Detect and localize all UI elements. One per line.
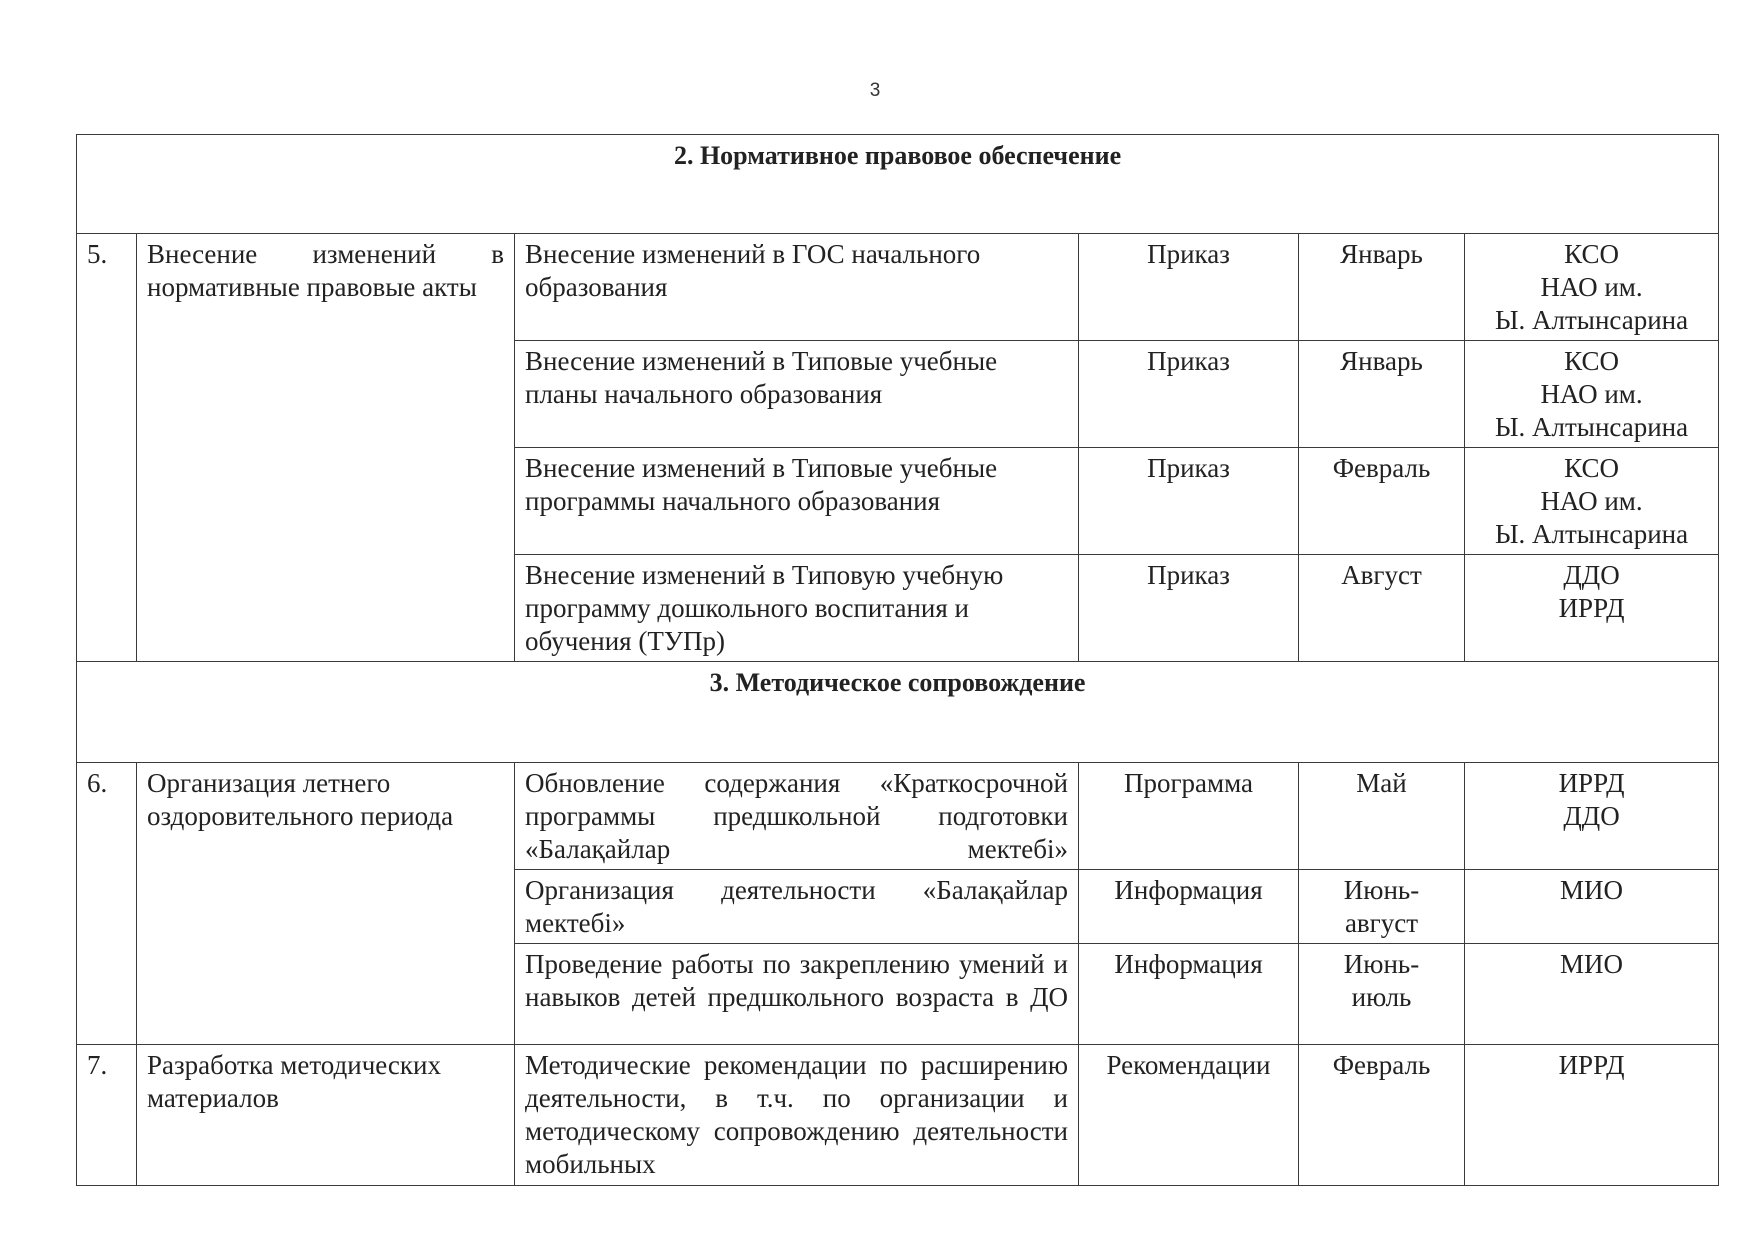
- period-cell: Январь: [1299, 234, 1465, 341]
- work-cell: Внесение изменений в Типовые учебные программы начального образования: [515, 448, 1079, 555]
- form-cell: Приказ: [1079, 448, 1299, 555]
- form-cell: Приказ: [1079, 555, 1299, 662]
- responsible-line: ИРРД: [1558, 768, 1625, 798]
- responsible-cell: [1465, 555, 1719, 662]
- responsible-line: НАО им.: [1540, 272, 1643, 302]
- form-cell: Приказ: [1079, 341, 1299, 448]
- period-cell: Февраль: [1299, 1045, 1465, 1186]
- form-cell: Приказ: [1079, 234, 1299, 341]
- work-cell: Организация деятельности «Балақайлар мектебі»: [515, 870, 1079, 944]
- form-cell: Рекомендации: [1079, 1045, 1299, 1186]
- form-cell: Программа: [1079, 763, 1299, 870]
- responsible-cell: [1465, 1045, 1719, 1186]
- period-cell: Август: [1299, 555, 1465, 662]
- page-number: 3: [869, 80, 881, 101]
- section-header-row: [77, 135, 1719, 234]
- period-line: июль: [1351, 982, 1412, 1012]
- responsible-line: МИО: [1560, 875, 1624, 905]
- activity-cell: Организация летнего оздоровительного периода: [137, 763, 515, 1045]
- activity-cell: Внесение изменений в нормативные правовые акты: [137, 234, 515, 662]
- work-cell: Методические рекомендации по расширению деятельности, в т.ч. по организации и методическому сопровождению деятельности мобильных: [515, 1045, 1079, 1186]
- table-row: [77, 234, 1719, 341]
- plan-table: [76, 134, 1719, 1186]
- responsible-line: Ы. Алтынсарина: [1494, 305, 1689, 335]
- form-cell: Информация: [1079, 870, 1299, 944]
- row-number: 5.: [77, 234, 137, 662]
- responsible-line: КСО: [1564, 239, 1619, 269]
- responsible-line: НАО им.: [1540, 486, 1643, 516]
- table-row: [77, 763, 1719, 870]
- responsible-line: КСО: [1564, 346, 1619, 376]
- responsible-line: КСО: [1564, 453, 1619, 483]
- responsible-line: Ы. Алтынсарина: [1494, 519, 1689, 549]
- responsible-line: ДДО: [1563, 801, 1620, 831]
- section-title: 2. Нормативное правовое обеспечение: [77, 135, 1719, 234]
- period-cell: [1299, 944, 1465, 1045]
- work-cell: Проведение работы по закреплению умений и навыков детей предшкольного возраста в ДО: [515, 944, 1079, 1045]
- work-cell: Обновление содержания «Краткосрочной программы предшкольной подготовки «Балақайлар мектебі»: [515, 763, 1079, 870]
- table-row: [77, 1045, 1719, 1186]
- period-cell: Февраль: [1299, 448, 1465, 555]
- section-header-row: [77, 662, 1719, 763]
- responsible-line: ИРРД: [1558, 593, 1625, 623]
- section-title: 3. Методическое сопровождение: [77, 662, 1719, 763]
- responsible-line: МИО: [1560, 949, 1624, 979]
- form-cell: Информация: [1079, 944, 1299, 1045]
- period-line: Июнь-: [1343, 949, 1420, 979]
- responsible-cell: [1465, 870, 1719, 944]
- work-cell: Внесение изменений в Типовую учебную программу дошкольного воспитания и обучения (ТУПр): [515, 555, 1079, 662]
- work-cell: Внесение изменений в Типовые учебные планы начального образования: [515, 341, 1079, 448]
- responsible-cell: [1465, 763, 1719, 870]
- responsible-cell: [1465, 234, 1719, 341]
- responsible-cell: [1465, 448, 1719, 555]
- responsible-line: ИРРД: [1558, 1050, 1625, 1080]
- responsible-line: НАО им.: [1540, 379, 1643, 409]
- work-cell: Внесение изменений в ГОС начального образования: [515, 234, 1079, 341]
- responsible-line: Ы. Алтынсарина: [1494, 412, 1689, 442]
- period-cell: Май: [1299, 763, 1465, 870]
- activity-cell: Разработка методических материалов: [137, 1045, 515, 1186]
- period-cell: Январь: [1299, 341, 1465, 448]
- responsible-cell: [1465, 341, 1719, 448]
- responsible-cell: [1465, 944, 1719, 1045]
- period-cell: [1299, 870, 1465, 944]
- period-line: август: [1344, 908, 1419, 938]
- row-number: 7.: [77, 1045, 137, 1186]
- row-number: 6.: [77, 763, 137, 1045]
- period-line: Июнь-: [1343, 875, 1420, 905]
- responsible-line: ДДО: [1563, 560, 1620, 590]
